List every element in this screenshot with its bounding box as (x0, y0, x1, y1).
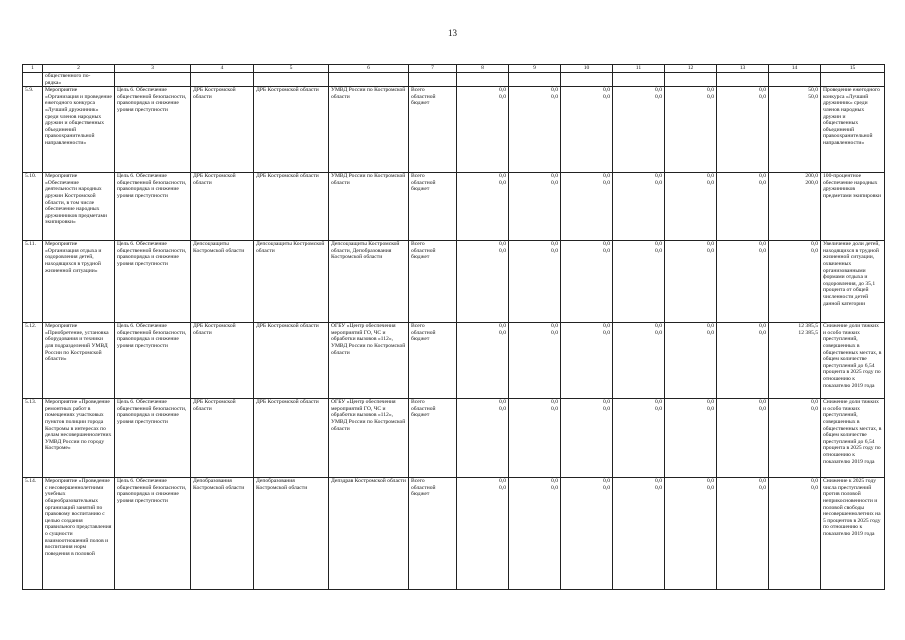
executor: ОГБУ «Центр обеспечения мероприятий ГО, ЧС и обработки вызовов «112», УМВД России по Костромской области (329, 323, 409, 399)
event-name: Мероприятие «Организация отдыха и оздоровления детей, находящихся в трудной жизненной ситуации» (43, 241, 115, 323)
coordinator: ДРБ Костромской области (191, 87, 254, 173)
goal-text: Цель 6. Обеспечение общественной безопасности, правопорядка и снижение уровня преступности (115, 323, 191, 399)
value-col-8: 0,0 0,0 (457, 173, 509, 241)
event-name: Мероприятие «Проведение ремонтных работ в помещениях участковых пунктов полиции города Костромы в интересах по делам несовершеннолетних УМВД России по городу Костроме» (43, 399, 115, 478)
value-col-8: 0,0 0,0 (457, 478, 509, 590)
executor: УМВД России по Костромской области (329, 87, 409, 173)
value-col-11: 0,0 0,0 (613, 323, 665, 399)
responsible: ДРБ Костромской области (254, 323, 329, 399)
value-col-11: 0,0 0,0 (613, 241, 665, 323)
expected-result: Снижение доли тяжких и особо тяжких преступлений, совершенных в общественных местах, в общем количестве преступлений до 6,54 процента в 2025 году по отношению к показателю 2019 года (821, 399, 885, 478)
executor: ОГБУ «Центр обеспечения мероприятий ГО, ЧС и обработки вызовов «112», УМВД России по Костромской области (329, 399, 409, 478)
value-col-8: 0,0 0,0 (457, 87, 509, 173)
value-col-11: 0,0 0,0 (613, 173, 665, 241)
value-col-13: 0,0 0,0 (717, 399, 769, 478)
value-col-9: 0,0 0,0 (509, 323, 561, 399)
value-col-13: 0,0 0,0 (717, 173, 769, 241)
carry-over-text: общественного по- рядка» (43, 73, 115, 87)
expected-result: Увеличение доли детей, находящихся в трудной жизненной ситуации, охваченных организованными формами отдыха и оздоровления, до 35,1 процента от общей численности детей данной категории (821, 241, 885, 323)
event-name: Мероприятие «Приобретение, установка оборудования и техники для подразделений УМВД России по Костромской области» (43, 323, 115, 399)
cell (665, 73, 717, 87)
col-number: 13 (717, 65, 769, 73)
goal-text: Цель 6. Обеспечение общественной безопасности, правопорядка и снижение уровня преступности (115, 478, 191, 590)
event-name: Мероприятие «Обеспечение деятельности народных дружин Костромской области, в том числе обеспечение народных дружинников предметами экипировки» (43, 173, 115, 241)
value-col-9: 0,0 0,0 (509, 399, 561, 478)
program-activities-table (22, 64, 885, 590)
value-col-14: 0,0 0,0 (769, 241, 821, 323)
cell (115, 73, 191, 87)
funding-source: Всего областной бюджет (409, 87, 457, 173)
goal-text: Цель 6. Обеспечение общественной безопасности, правопорядка и снижение уровня преступности (115, 87, 191, 173)
row-number: 5.13. (23, 399, 43, 478)
table-row (23, 173, 885, 241)
value-col-12: 0,0 0,0 (665, 241, 717, 323)
cell (613, 73, 665, 87)
col-number: 12 (665, 65, 717, 73)
table-row (23, 241, 885, 323)
value-col-12: 0,0 0,0 (665, 323, 717, 399)
col-number: 9 (509, 65, 561, 73)
responsible: ДРБ Костромской области (254, 173, 329, 241)
table-row (23, 87, 885, 173)
value-col-13: 0,0 0,0 (717, 87, 769, 173)
row-number: 5.9. (23, 87, 43, 173)
cell (329, 73, 409, 87)
col-number: 7 (409, 65, 457, 73)
col-number: 14 (769, 65, 821, 73)
value-col-10: 0,0 0,0 (561, 323, 613, 399)
executor: УМВД России по Костромской области (329, 173, 409, 241)
cell (769, 73, 821, 87)
value-col-11: 0,0 0,0 (613, 87, 665, 173)
value-col-8: 0,0 0,0 (457, 399, 509, 478)
funding-source: Всего областной бюджет (409, 241, 457, 323)
col-number: 10 (561, 65, 613, 73)
col-number: 8 (457, 65, 509, 73)
value-col-12: 0,0 0,0 (665, 173, 717, 241)
value-col-13: 0,0 0,0 (717, 323, 769, 399)
funding-source: Всего областной бюджет (409, 399, 457, 478)
coordinator: Депобразования Костромской области (191, 478, 254, 590)
event-name: Мероприятие «Проведение с несовершеннолетними учебных общеобразовательных организаций занятий по правовому воспитанию с целью создания правильного представления о сущности взаимоотношений полов и воспитания норм поведения в половой (43, 478, 115, 590)
goal-text: Цель 6. Обеспечение общественной безопасности, правопорядка и снижение уровня преступности (115, 241, 191, 323)
value-col-9: 0,0 0,0 (509, 478, 561, 590)
value-col-9: 0,0 0,0 (509, 87, 561, 173)
goal-text: Цель 6. Обеспечение общественной безопасности, правопорядка и снижение уровня преступности (115, 173, 191, 241)
col-number: 5 (254, 65, 329, 73)
table-row (23, 323, 885, 399)
funding-source: Всего областной бюджет (409, 173, 457, 241)
value-col-12: 0,0 0,0 (665, 399, 717, 478)
value-col-10: 0,0 0,0 (561, 399, 613, 478)
expected-result: Снижение доли тяжких и особо тяжких преступлений, совершенных в общественных местах, в общем количестве преступлений до 6,54 процента в 2025 году по отношению к показателю 2019 года (821, 323, 885, 399)
value-col-8: 0,0 0,0 (457, 323, 509, 399)
value-col-13: 0,0 0,0 (717, 478, 769, 590)
col-number: 3 (115, 65, 191, 73)
coordinator: ДРБ Костромской области (191, 173, 254, 241)
table-row (23, 478, 885, 590)
value-col-10: 0,0 0,0 (561, 241, 613, 323)
value-col-14: 200,0 200,0 (769, 173, 821, 241)
coordinator: ДРБ Костромской области (191, 323, 254, 399)
funding-source: Всего областной бюджет (409, 323, 457, 399)
value-col-10: 0,0 0,0 (561, 87, 613, 173)
col-number: 6 (329, 65, 409, 73)
value-col-12: 0,0 0,0 (665, 478, 717, 590)
coordinator: ДРБ Костромской области (191, 399, 254, 478)
cell (561, 73, 613, 87)
responsible: ДРБ Костромской области (254, 87, 329, 173)
cell (191, 73, 254, 87)
row-number: 5.14. (23, 478, 43, 590)
value-col-10: 0,0 0,0 (561, 478, 613, 590)
row-number: 5.10. (23, 173, 43, 241)
value-col-14: 0,0 0,0 (769, 399, 821, 478)
expected-result: Снижение к 2025 году числа преступлений против половой неприкосновенности и половой свободы несовершеннолетних на 5 процентов в 2025 году по отношению к показателю 2019 года (821, 478, 885, 590)
executor: Депсоцзащиты Костромской области, Депобразования Костромской области (329, 241, 409, 323)
cell (409, 73, 457, 87)
executor: Депздрав Костромской области (329, 478, 409, 590)
funding-source: Всего областной бюджет (409, 478, 457, 590)
cell (457, 73, 509, 87)
value-col-9: 0,0 0,0 (509, 241, 561, 323)
goal-text: Цель 6. Обеспечение общественной безопасности, правопорядка и снижение уровня преступности (115, 399, 191, 478)
col-number: 4 (191, 65, 254, 73)
column-number-row (23, 65, 885, 73)
cell (509, 73, 561, 87)
value-col-10: 0,0 0,0 (561, 173, 613, 241)
col-number: 2 (43, 65, 115, 73)
responsible: ДРБ Костромской области (254, 399, 329, 478)
cell (23, 73, 43, 87)
value-col-9: 0,0 0,0 (509, 173, 561, 241)
event-name: Мероприятие «Организация и проведение ежегодного конкурса «Лучший дружинник» среди членов народных дружин и общественных объединений правоохранительной направленности» (43, 87, 115, 173)
value-col-14: 50,0 50,0 (769, 87, 821, 173)
value-col-11: 0,0 0,0 (613, 399, 665, 478)
coordinator: Депсоцзащиты Костромской области (191, 241, 254, 323)
expected-result: Проведение ежегодного конкурса «Лучший дружинник» среди членов народных дружин и общественных объединений правоохранительной направленности» (821, 87, 885, 173)
cell (717, 73, 769, 87)
row-number: 5.12. (23, 323, 43, 399)
value-col-13: 0,0 0,0 (717, 241, 769, 323)
value-col-11: 0,0 0,0 (613, 478, 665, 590)
carry-over-row (23, 73, 885, 87)
col-number: 15 (821, 65, 885, 73)
responsible: Депобразования Костромской области (254, 478, 329, 590)
value-col-14: 12 385,5 12 385,5 (769, 323, 821, 399)
value-col-14: 0,0 0,0 (769, 478, 821, 590)
page-number: 13 (448, 28, 457, 38)
value-col-8: 0,0 0,0 (457, 241, 509, 323)
col-number: 11 (613, 65, 665, 73)
cell (821, 73, 885, 87)
cell (254, 73, 329, 87)
table-row (23, 399, 885, 478)
responsible: Депсоцзащиты Костромской области (254, 241, 329, 323)
row-number: 5.11. (23, 241, 43, 323)
expected-result: 100-процентное обеспечение народных дружинников предметами экипировки (821, 173, 885, 241)
col-number: 1 (23, 65, 43, 73)
value-col-12: 0,0 0,0 (665, 87, 717, 173)
